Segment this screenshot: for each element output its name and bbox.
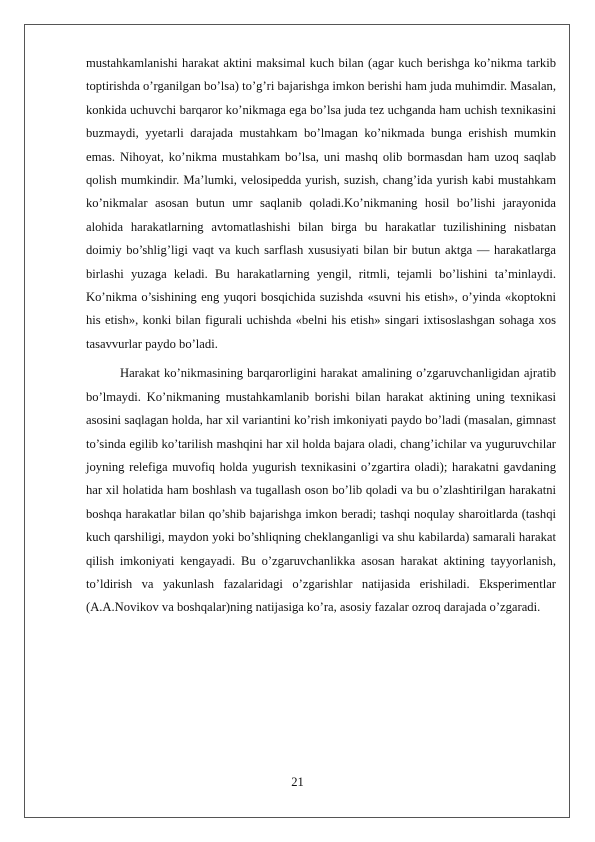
page-body <box>86 52 556 620</box>
paragraph-continued: mustahkamlanishi harakat aktini maksimal kuch bilan (agar kuch berishga ko’nikma tarkib toptirishda o’rganilgan bo’lsa) to’g’ri bajarishga imkon berishi ham juda muhimdir. Masalan, konkida uchuvchi barqaror ko’nikmaga ega bo’lsa juda tez uchganda ham uchish texnikasini buzmaydi, yyetarli darajada mustahkam bo’lmagan ko’nikmada bunga erishish mumkin emas. Nihoyat, ko’nikma mustahkam bo’lsa, uni mashq olib bormasdan ham uzoq saqlab qolish mumkindir. Ma’lumki, velosipedda yurish, suzish, chang’ida yurish kabi mustahkam ko’nikmalar asosan butun umr saqlanib qoladi.Ko’nikmaning hosil bo’lishi jarayonida alohida harakatlarning avtomatlashishi bilan birga bu harakatlar tuzilishining nisbatan doimiy bo’shlig’ligi vaqt va kuch sarflash xususiyati bilan bir butun aktga — harakatlarga birlashi yuzaga keladi. Bu harakatlarning yengil, ritmli, tejamli bo’lishini ta’minlaydi. Ko’nikma o’sishining eng yuqori bosqichida suzishda «suvni his etish», o’yinda «koptokni his etish», konki bilan figurali uchishda «belni his etish» singari ixtisoslashgan sohaga xos tasavvurlar paydo bo’ladi. <box>86 56 556 351</box>
paragraph-harakat-konikmasi: Harakat ko’nikmasining barqarorligini harakat amalining o’zgaruvchanligidan ajratib bo’lmaydi. Ko’nikmaning mustahkamlanib borishi bilan harakat aktining uning texnikasi asosini saqlagan holda, har xil variantini ko’rish imkoniyati paydo bo’ladi (masalan, gimnast to’sinda egilib ko’tarilish mashqini har xil holda bajara oladi, chang’ichilar va yuguruvchilar joyning relefiga muvofiq holda yugurish texnikasini o’zgartira oladi); harakatni gavdaning har xil holatida ham boshlash va tugallash oson bo’lib qoladi va bu o’zlashtirilgan harakatni boshqa harakatlar bilan qo’shib bajarishga imkon beradi; tashqi noqulay sharoitlarda (tashqi kuch qarshiligi, maydon yoki bo’shliqning cheklanganligi va shu kabilarda) samarali harakat qilish imkoniyati kengayadi. Bu o’zgaruvchanlikka asosan harakat aktining tayyorlanish, to’ldirish va yakunlash fazalaridagi o’zgarishlar natijasida erishiladi. Eksperimentlar (A.A.Novikov va boshqalar)ning natijasiga ko’ra, asosiy fazalar ozroq darajada o’zgaradi. <box>86 366 556 615</box>
page-number: 21 <box>291 775 304 789</box>
